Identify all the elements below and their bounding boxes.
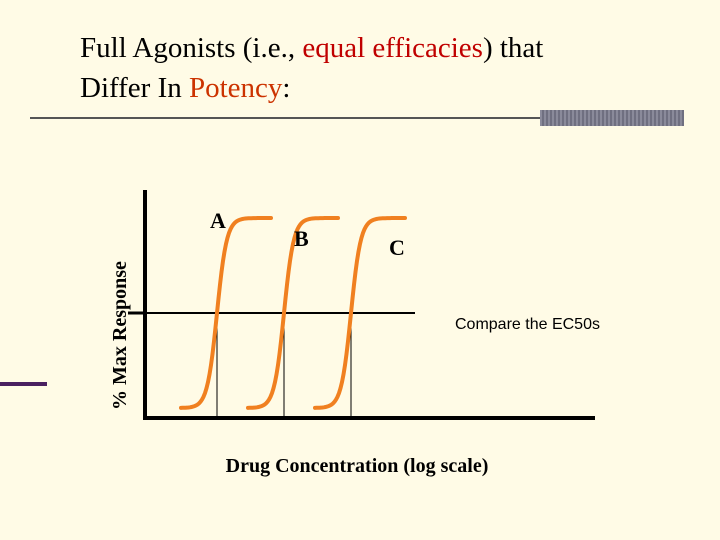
title-part-4: Differ In: [80, 72, 189, 104]
title-part-1: Full Agonists (i.e.,: [80, 32, 303, 64]
title-highlight-potency: Potency: [188, 72, 283, 104]
title-highlight-efficacies: equal efficacies: [302, 32, 483, 64]
x-axis-label: Drug Concentration (log scale): [225, 455, 489, 477]
curve-label-a: A: [210, 208, 226, 233]
title-part-6: :: [282, 72, 291, 104]
y-axis-label: % Max Response: [109, 261, 131, 410]
title-part-3: ) that: [482, 32, 544, 64]
curve-label-c: C: [389, 235, 405, 260]
ec50-annotation: Compare the EC50s: [455, 316, 600, 333]
curve-label-b: B: [294, 226, 309, 251]
